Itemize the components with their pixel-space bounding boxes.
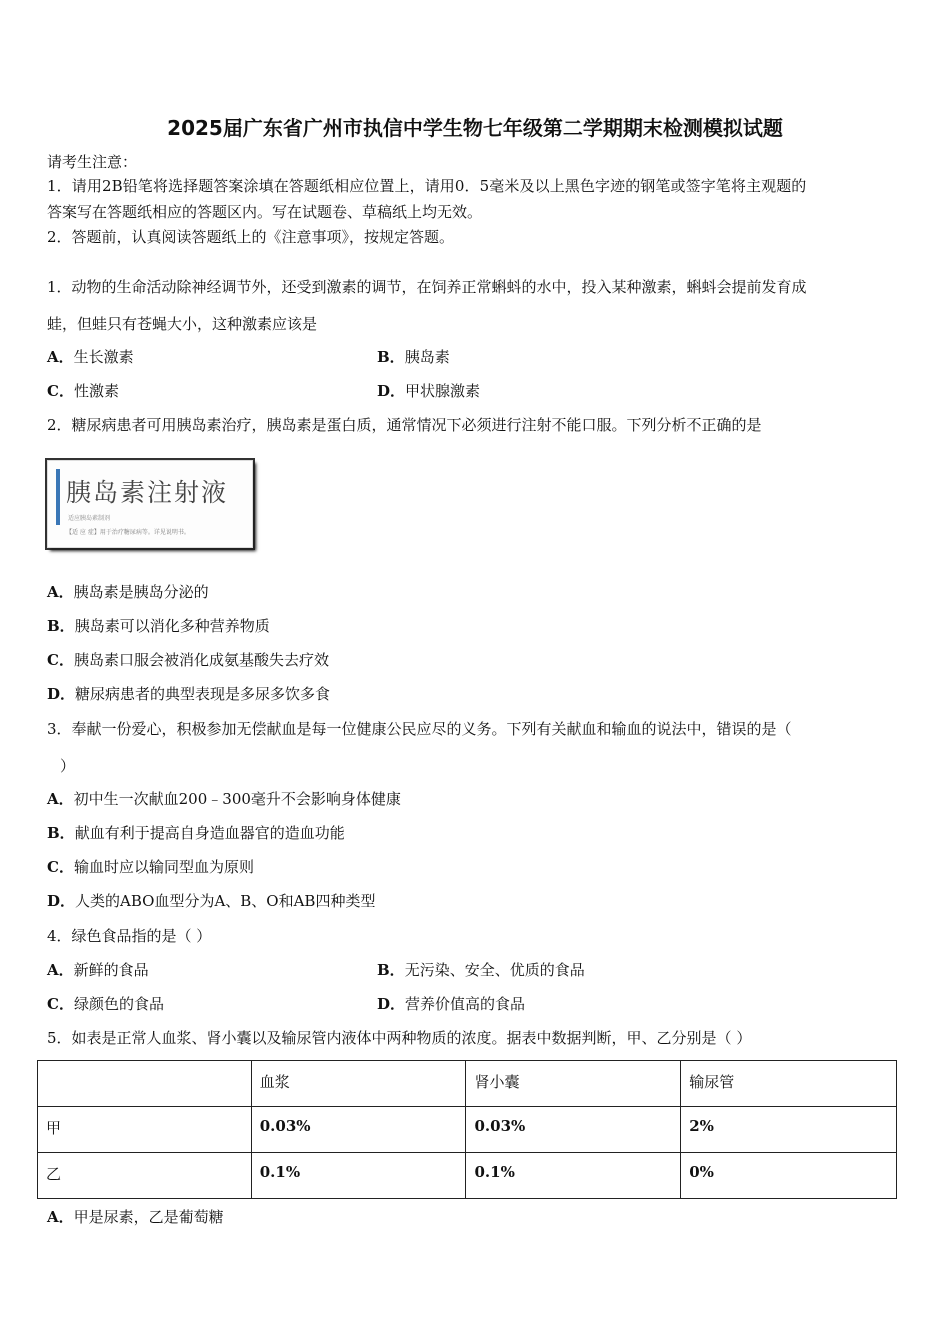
- table-header-cell: [38, 1061, 252, 1107]
- q4-option-a: [47, 960, 149, 980]
- option-text: 胰岛素: [404, 348, 450, 366]
- q4-option-d: [377, 994, 525, 1014]
- q4-stem: 4．绿色食品指的是（ ）: [47, 927, 212, 945]
- option-label: A．: [47, 348, 74, 366]
- table-row: [38, 1107, 897, 1153]
- insulin-injection-image: [47, 460, 253, 548]
- option-label: C．: [47, 858, 74, 876]
- option-text: 营养价值高的食品: [405, 995, 526, 1013]
- q1-option-c: [47, 381, 119, 401]
- option-text: 生长激素: [73, 348, 134, 366]
- q3-option-c: [47, 857, 254, 877]
- q3-option-d: [47, 891, 375, 911]
- q1-option-b: [377, 347, 450, 367]
- q2-option-b: [47, 616, 270, 636]
- option-text: 甲是尿素，乙是葡萄糖: [73, 1208, 224, 1226]
- option-text: 胰岛素可以消化多种营养物质: [74, 617, 270, 635]
- table-cell: 0.1%: [251, 1153, 466, 1199]
- q1-stem-line-1: 1．动物的生命活动除神经调节外，还受到激素的调节，在饲养正常蝌蚪的水中，投入某种激素，蝌蚪会提前发育成: [47, 278, 807, 296]
- option-label: C．: [47, 651, 74, 669]
- option-text: 初中生一次献血200﹣300毫升不会影响身体健康: [73, 790, 401, 808]
- q4-option-c: [47, 994, 164, 1014]
- page-title: 2025届广东省广州市执信中学生物七年级第二学期期末检测模拟试题: [167, 116, 783, 140]
- notice-line-2: 2．答题前，认真阅读答题纸上的《注意事项》，按规定答题。: [47, 228, 455, 246]
- option-label: B．: [377, 961, 405, 979]
- image-title: 胰岛素注射液: [66, 478, 229, 507]
- option-text: 糖尿病患者的典型表现是多尿多饮多食: [75, 685, 331, 703]
- option-label: D．: [377, 995, 406, 1013]
- notice-line-1b: 答案写在答题纸相应的答题区内。写在试题卷、草稿纸上均无效。: [47, 203, 483, 221]
- option-label: B．: [377, 348, 405, 366]
- image-caption-2: 【适 应 症】用于治疗糖尿病等。详见说明书。: [66, 529, 190, 536]
- option-label: D．: [377, 382, 406, 400]
- q5-stem: 5．如表是正常人血浆、肾小囊以及输尿管内液体中两种物质的浓度。据表中数据判断，甲、乙分别是（ ）: [47, 1029, 752, 1047]
- q2-stem: 2．糖尿病患者可用胰岛素治疗，胰岛素是蛋白质，通常情况下必须进行注射不能口服。下列分析不正确的是: [47, 416, 762, 434]
- q2-option-a: [47, 582, 209, 602]
- option-label: A．: [47, 583, 74, 601]
- option-label: A．: [47, 790, 74, 808]
- q2-option-d: [47, 684, 330, 704]
- table-cell: 0.03%: [466, 1107, 681, 1153]
- q3-option-b: [47, 823, 345, 843]
- q1-stem-line-2: 蛙，但蛙只有苍蝇大小，这种激素应该是: [47, 315, 318, 333]
- notice-line-1a: 1．请用2B铅笔将选择题答案涂填在答题纸相应位置上，请用0．5毫米及以上黑色字迹的钢笔或签字笔将主观题的: [47, 177, 807, 195]
- q2-option-c: [47, 650, 329, 670]
- image-caption-1: 适应胰岛素制剂: [68, 515, 111, 522]
- table-cell: 0.1%: [466, 1153, 681, 1199]
- table-header-cell: 肾小囊: [466, 1061, 681, 1107]
- q3-stem-line-2: ）: [60, 757, 76, 775]
- option-text: 性激素: [73, 382, 119, 400]
- concentration-table: [37, 1060, 897, 1199]
- option-text: 无污染、安全、优质的食品: [404, 961, 585, 979]
- option-label: B．: [47, 617, 75, 635]
- table-header-cell: 血浆: [251, 1061, 466, 1107]
- table-header-row: [38, 1061, 897, 1107]
- q1-option-a: [47, 347, 134, 367]
- option-text: 胰岛素是胰岛分泌的: [73, 583, 209, 601]
- option-label: A．: [47, 961, 74, 979]
- option-text: 献血有利于提高自身造血器官的造血功能: [74, 824, 345, 842]
- option-text: 输血时应以输同型血为原则: [73, 858, 254, 876]
- q5-option-a: [47, 1207, 224, 1227]
- option-label: D．: [47, 892, 76, 910]
- option-text: 胰岛素口服会被消化成氨基酸失去疗效: [73, 651, 329, 669]
- option-label: C．: [47, 382, 74, 400]
- table-row-label: 甲: [38, 1107, 252, 1153]
- option-text: 甲状腺激素: [405, 382, 481, 400]
- q1-option-d: [377, 381, 480, 401]
- notice-heading: 请考生注意：: [47, 153, 138, 171]
- table-cell: 0.03%: [251, 1107, 466, 1153]
- image-accent-stripe: [56, 469, 60, 525]
- table-row-label: 乙: [38, 1153, 252, 1199]
- option-text: 新鲜的食品: [73, 961, 149, 979]
- table-header-cell: 输尿管: [681, 1061, 897, 1107]
- option-label: D．: [47, 685, 76, 703]
- table-row: [38, 1153, 897, 1199]
- option-text: 绿颜色的食品: [73, 995, 164, 1013]
- option-label: A．: [47, 1208, 74, 1226]
- q3-stem-line-1: 3．奉献一份爱心，积极参加无偿献血是每一位健康公民应尽的义务。下列有关献血和输血的说法中，错误的是（: [47, 720, 792, 738]
- option-label: C．: [47, 995, 74, 1013]
- q4-option-b: [377, 960, 585, 980]
- table-cell: 0%: [681, 1153, 897, 1199]
- table-cell: 2%: [681, 1107, 897, 1153]
- q3-option-a: [47, 789, 401, 809]
- option-text: 人类的ABO血型分为A、B、O和AB四种类型: [75, 892, 376, 910]
- option-label: B．: [47, 824, 75, 842]
